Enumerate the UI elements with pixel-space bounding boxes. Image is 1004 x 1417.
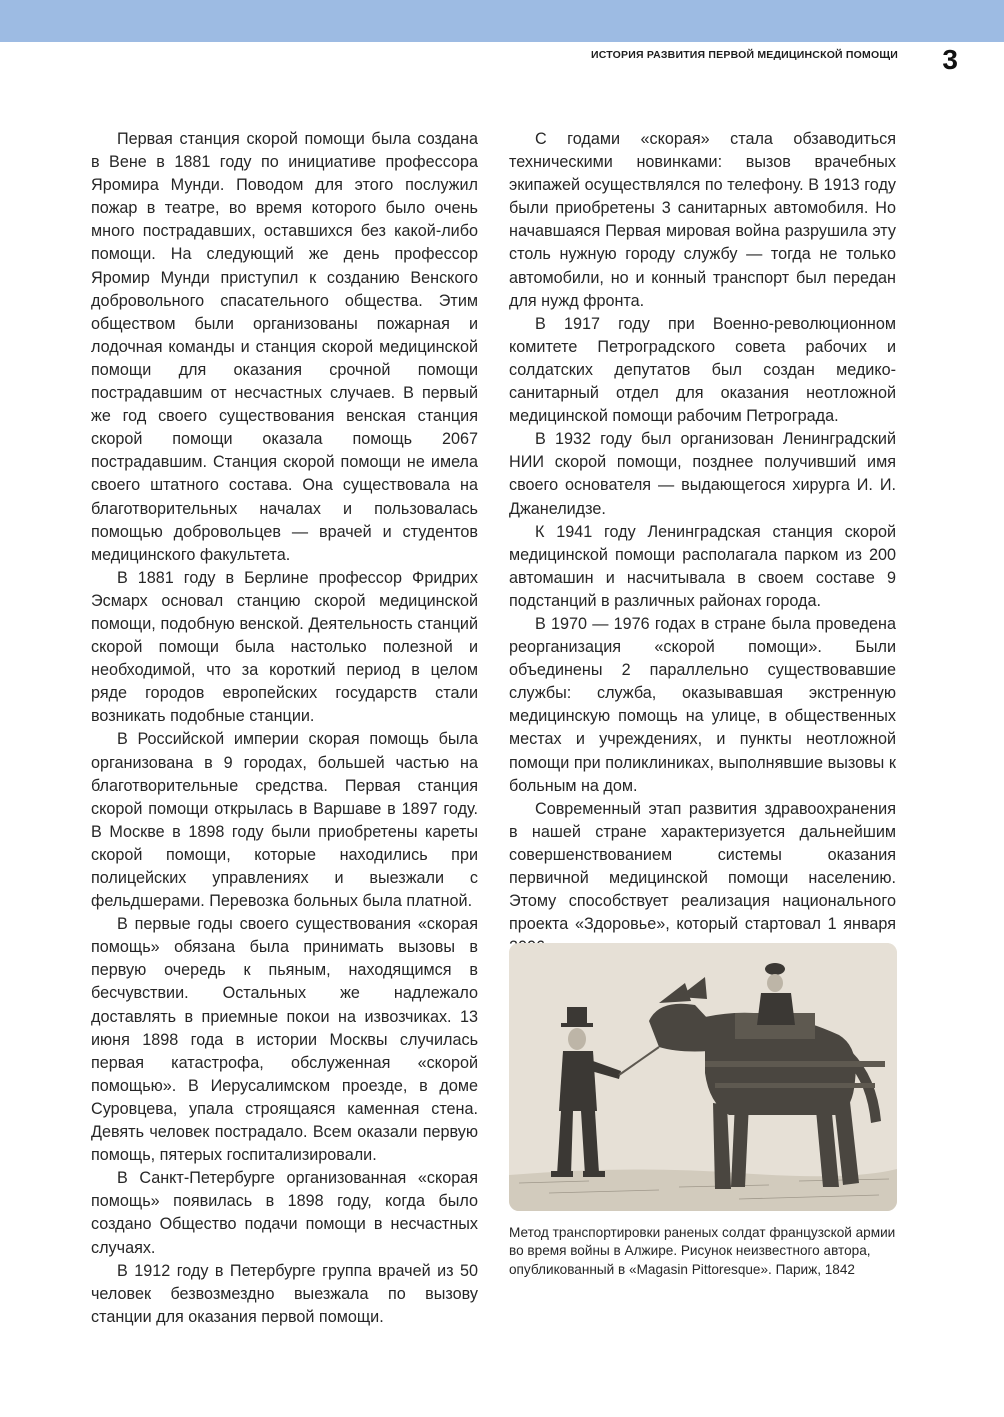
paragraph: В 1970 — 1976 годах в стране была проведена реорганизация «скорой помощи». Были объединены 2 параллельно существовавшие службы: служба, оказывавшая экстренную медицинскую помощь на улице, в общественных местах и учреждениях, и пункты неотложной помощи при поликлиниках, выполнявшие вызовы к больным на дом. <box>509 614 896 795</box>
engraving-illustration <box>509 943 897 1211</box>
figure-caption: Метод транспортировки раненых солдат французской армии во время войны в Алжире. Рисунок неизвестного автора, опубликованный в «Magasin Pittoresque». Париж, 1842 <box>509 1225 896 1277</box>
left-column <box>91 128 478 1329</box>
paragraph: Современный этап развития здравоохранения в нашей стране характеризуется дальнейшим совершенствованием системы оказания первичной медицинской помощи населению. Этому способствует реализация национального проекта «Здоровье», который стартовал 1 января <box>509 799 896 934</box>
paragraph: К 1941 году Ленинградская станция скорой медицинской помощи располагала парком из 200 автомашин и насчитывала в своем составе 9 подстанций в различных районах города. <box>509 522 896 610</box>
running-title: ИСТОРИЯ РАЗВИТИЯ ПЕРВОЙ МЕДИЦИНСКОЙ ПОМОЩИ <box>591 49 898 61</box>
paragraph: В 1917 году при Военно-революционном комитете Петроградского совета рабочих и солдатских депутатов был создан медико-санитарный отдел для оказания неотложной медицинской помощи рабочим Петрограда. <box>509 314 896 426</box>
header-color-band <box>0 0 1004 42</box>
mule-litter-engraving <box>509 943 897 1211</box>
right-column <box>509 128 896 959</box>
paragraph: В Российской империи скорая помощь была организована в 9 городах, большей частью на благотворительные средства. Первая станция скорой помощи открылась в Варшаве в 1897 году. В Москве в 1898 году были приобретены кареты скорой помощи, которые находились при полицейских управлениях и выезжали с фельдшерами. Перевозка больных была платной. <box>91 730 478 911</box>
paragraph: В первые годы своего существования «скорая помощь» обязана была принимать вызовы в первую очередь к пьяным, находящимся в бесчувствии. Остальных же надлежало доставлять в приемные покои на извозчиках. 13 июня 1898 года в истории Москвы случилась первая катастрофа, обслуженная «скорой помощью». В Иерусалимском проезде, в доме Суровцева, упала строящаяся каменная стена. Девять человек пострадало. Всем оказали первую помощь, пятерых госпитализировали. <box>91 915 478 1165</box>
paragraph: В 1932 году был организован Ленинградский НИИ скорой помощи, позднее получивший имя своего основателя — выдающегося хирурга И. И. Джанелидзе. <box>509 430 896 518</box>
paragraph: В 1912 году в Петербурге группа врачей из 50 человек безвозмездно выезжала по вызову станции для оказания первой помощи. <box>91 1261 478 1326</box>
paragraph: С годами «скорая» стала обзаводиться техническими новинками: вызов врачебных экипажей осуществлялся по телефону. В 1913 году были приобретены 3 санитарных автомобиля. Но начавшаяся Первая мировая война разрушила эту столь нужную городу службу — тогда не только автомобили, но и конный транспорт был передан для нужд фронта. <box>509 130 896 310</box>
paragraph: Первая станция скорой помощи была создана в Вене в 1881 году по инициативе профессора Яромира Мунди. Поводом для этого послужил пожар в театре, во время которого было очень много пострадавших, оставшихся без какой-либо помощи. На следующий же день профессор Яромир Мунди приступил к созданию Венского добровольного спасательного общества. Этим обществом были организованы пожарная и лодочная команды и станция скорой медицинской помощи для оказания срочной помощи пострадавшим от несчастных случаев. В первый же год своего существования венская станция скорой помощи оказала помощь 2067 пострадавшим. Станция скорой помощи не имела своего штатного состава. Она существовала на благотворительных началах и пользовалась помощью добровольцев — врачей и студентов медицинского факультета. <box>91 130 478 564</box>
paragraph: В Санкт-Петербурге организованная «скорая помощь» появилась в 1898 году, когда было создано Общество подачи помощи в несчастных случаях. <box>91 1169 478 1257</box>
paragraph: В 1881 году в Берлине профессор Фридрих Эсмарх основал станцию скорой медицинской помощи, подобную венской. Деятельность станций скорой помощи была настолько полезной и необходимой, что за короткий период в целом ряде городов европейских государств стали возникать подобные станции. <box>91 568 478 726</box>
page-number: 3 <box>942 44 958 75</box>
